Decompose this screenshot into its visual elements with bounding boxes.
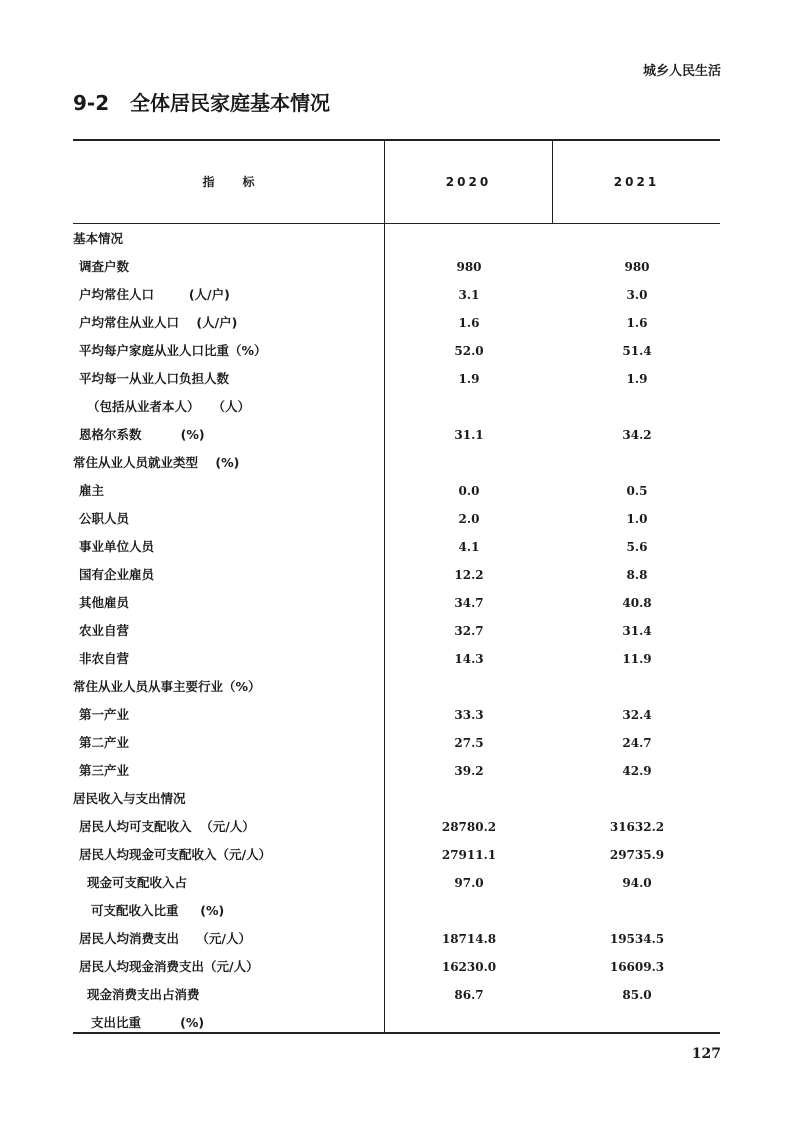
row-label: 常住从业人员从事主要行业（%） xyxy=(73,679,261,694)
table-row xyxy=(73,791,720,819)
value-2021: 19534.5 xyxy=(609,932,665,946)
table-row xyxy=(73,959,720,987)
value-2021: 980 xyxy=(624,260,650,274)
table-row xyxy=(73,987,720,1015)
value-2021: 85.0 xyxy=(622,988,652,1002)
table-row xyxy=(73,539,720,567)
value-2020: 86.7 xyxy=(454,988,484,1002)
table-row xyxy=(73,931,720,959)
table-row xyxy=(73,679,720,707)
table-row xyxy=(73,371,720,399)
row-label: 第二产业 xyxy=(79,735,130,750)
value-2021: 16609.3 xyxy=(609,960,665,974)
table-row xyxy=(73,343,720,371)
value-2021: 40.8 xyxy=(622,596,652,610)
row-label: 第三产业 xyxy=(79,763,130,778)
table-row xyxy=(73,455,720,483)
section-header: 城乡人民生活 xyxy=(642,64,721,79)
row-label: （包括从业者本人） （人） xyxy=(87,399,251,414)
table-row xyxy=(73,651,720,679)
table-row xyxy=(73,595,720,623)
table-row xyxy=(73,763,720,791)
value-2020: 52.0 xyxy=(454,344,484,358)
value-2020: 0.0 xyxy=(458,484,480,498)
row-label: 事业单位人员 xyxy=(79,539,155,554)
row-label: 公职人员 xyxy=(79,511,130,526)
table-row xyxy=(73,1015,720,1043)
value-2020: 980 xyxy=(456,260,482,274)
table-row xyxy=(73,567,720,595)
value-2021: 1.6 xyxy=(626,316,648,330)
value-2021: 1.0 xyxy=(626,512,648,526)
value-2020: 18714.8 xyxy=(441,932,497,946)
row-label: 居民人均消费支出 （元/人） xyxy=(79,931,251,946)
value-2020: 28780.2 xyxy=(441,820,497,834)
row-label: 基本情况 xyxy=(73,231,124,246)
header-indicator: 指标 xyxy=(202,175,283,189)
value-2021: 31.4 xyxy=(622,624,652,638)
row-label: 其他雇员 xyxy=(79,595,130,610)
table-row xyxy=(73,903,720,931)
row-label: 农业自营 xyxy=(79,623,130,638)
value-2020: 1.6 xyxy=(458,316,480,330)
row-label: 第一产业 xyxy=(79,707,130,722)
value-2021: 51.4 xyxy=(622,344,652,358)
table-row xyxy=(73,399,720,427)
row-label: 平均每一从业人口负担人数 xyxy=(79,371,230,386)
row-label: 恩格尔系数 (%) xyxy=(79,427,205,442)
table-row xyxy=(73,259,720,287)
row-label: 非农自营 xyxy=(79,651,130,666)
value-2021: 11.9 xyxy=(622,652,652,666)
value-2020: 1.9 xyxy=(458,372,480,386)
value-2021: 1.9 xyxy=(626,372,648,386)
row-label: 居民人均现金可支配收入（元/人） xyxy=(79,847,272,862)
table-row xyxy=(73,483,720,511)
value-2021: 32.4 xyxy=(622,708,652,722)
value-2020: 32.7 xyxy=(454,624,484,638)
value-2020: 16230.0 xyxy=(441,960,497,974)
table-body xyxy=(73,231,720,1043)
table-row xyxy=(73,315,720,343)
value-2021: 94.0 xyxy=(622,876,652,890)
table-row xyxy=(73,231,720,259)
row-label: 平均每户家庭从业人口比重（%） xyxy=(79,343,267,358)
table-row xyxy=(73,287,720,315)
table-row xyxy=(73,511,720,539)
row-label: 现金可支配收入占 xyxy=(87,875,188,890)
row-label: 户均常住从业人口 (人/户) xyxy=(79,315,238,330)
value-2020: 39.2 xyxy=(454,764,484,778)
row-label: 居民人均现金消费支出（元/人） xyxy=(79,959,259,974)
table-row xyxy=(73,623,720,651)
table-row xyxy=(73,427,720,455)
row-label: 支出比重 (%) xyxy=(91,1015,205,1030)
row-label: 可支配收入比重 (%) xyxy=(91,903,225,918)
row-label: 现金消费支出占消费 xyxy=(87,987,200,1002)
table-row xyxy=(73,847,720,875)
value-2020: 14.3 xyxy=(454,652,484,666)
value-2021: 3.0 xyxy=(626,288,648,302)
page-number: 127 xyxy=(691,1046,721,1062)
header-year-2020: 2020 xyxy=(445,175,492,189)
value-2020: 2.0 xyxy=(458,512,480,526)
table-row xyxy=(73,875,720,903)
data-table xyxy=(73,139,720,1034)
row-label: 居民人均可支配收入 （元/人） xyxy=(79,819,255,834)
value-2020: 12.2 xyxy=(454,568,484,582)
row-label: 调查户数 xyxy=(79,259,130,274)
value-2021: 5.6 xyxy=(626,540,648,554)
header-year-2021: 2021 xyxy=(613,175,660,189)
row-label: 常住从业人员就业类型 (%) xyxy=(73,455,240,470)
value-2020: 34.7 xyxy=(454,596,484,610)
value-2021: 8.8 xyxy=(626,568,648,582)
row-label: 居民收入与支出情况 xyxy=(73,791,186,806)
page-title: 9-2 全体居民家庭基本情况 xyxy=(73,91,331,115)
row-label: 国有企业雇员 xyxy=(79,567,155,582)
row-label: 户均常住人口 (人/户) xyxy=(79,287,230,302)
value-2021: 24.7 xyxy=(622,736,652,750)
value-2021: 0.5 xyxy=(626,484,648,498)
row-label: 雇主 xyxy=(79,483,105,498)
value-2021: 29735.9 xyxy=(609,848,665,862)
value-2021: 34.2 xyxy=(622,428,652,442)
value-2021: 42.9 xyxy=(622,764,652,778)
value-2021: 31632.2 xyxy=(609,820,665,834)
table-row xyxy=(73,735,720,763)
table-row xyxy=(73,707,720,735)
table-header xyxy=(73,141,720,224)
value-2020: 31.1 xyxy=(454,428,484,442)
value-2020: 27911.1 xyxy=(441,848,497,862)
value-2020: 97.0 xyxy=(454,876,484,890)
table-row xyxy=(73,819,720,847)
value-2020: 33.3 xyxy=(454,708,484,722)
value-2020: 4.1 xyxy=(458,540,480,554)
value-2020: 3.1 xyxy=(458,288,480,302)
value-2020: 27.5 xyxy=(454,736,484,750)
